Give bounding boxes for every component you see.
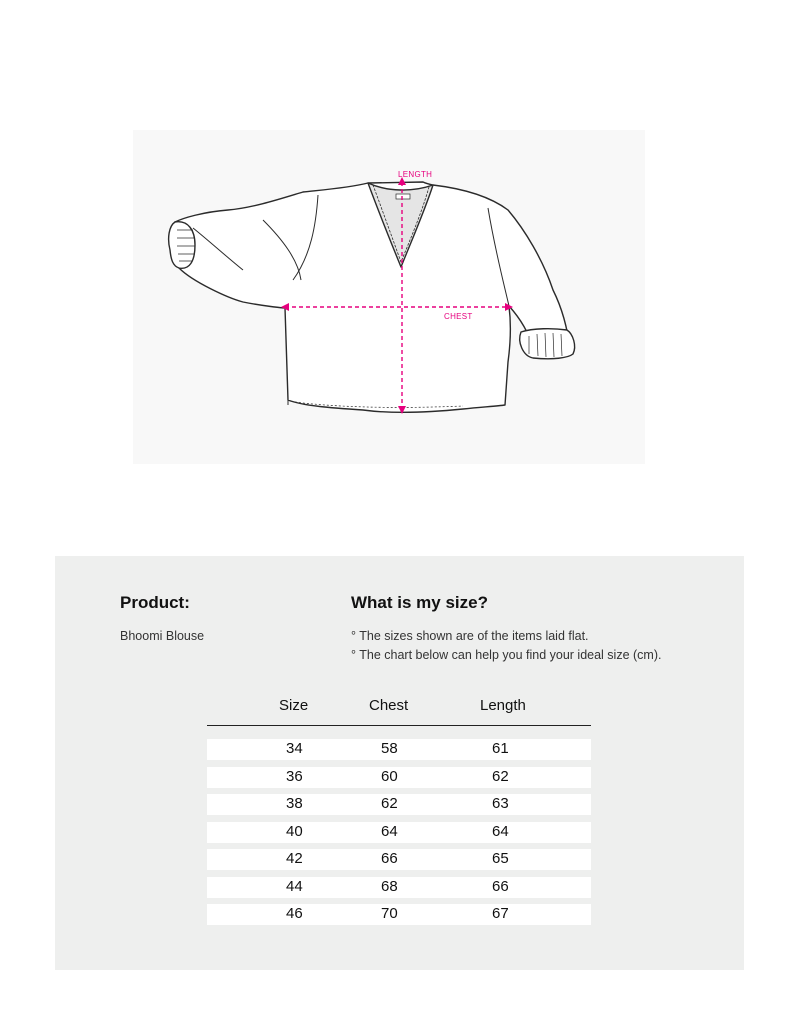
cell-length: 67	[492, 905, 509, 922]
product-heading: Product:	[120, 593, 190, 612]
cell-size: 40	[286, 822, 303, 840]
cell-chest: 62	[381, 795, 398, 812]
table-row	[207, 904, 591, 925]
cell-chest: 64	[381, 822, 398, 840]
size-table-header	[207, 695, 591, 726]
cell-length: 63	[492, 795, 509, 812]
cell-chest: 60	[381, 767, 398, 785]
cell-chest: 58	[381, 740, 398, 757]
size-note-flat: ° The sizes shown are of the items laid flat.	[351, 629, 589, 643]
table-row	[207, 849, 591, 870]
size-table-body	[207, 739, 591, 932]
table-row	[207, 767, 591, 788]
size-note-chart: ° The chart below can help you find your ideal size (cm).	[351, 648, 662, 662]
cell-size: 44	[286, 877, 303, 895]
product-name: Bhoomi Blouse	[120, 629, 205, 643]
chest-label: CHEST	[444, 312, 473, 321]
table-row	[207, 877, 591, 898]
cell-size: 42	[286, 850, 303, 867]
garment-illustration	[133, 130, 645, 464]
cell-size: 38	[286, 795, 303, 812]
column-header-length: Length	[480, 697, 526, 714]
cell-length: 64	[492, 822, 509, 840]
cell-chest: 70	[381, 905, 398, 922]
cell-length: 65	[492, 850, 509, 867]
cell-chest: 68	[381, 877, 398, 895]
table-row	[207, 739, 591, 760]
size-help-heading: What is my size?	[351, 593, 488, 612]
cell-size: 36	[286, 767, 303, 785]
cell-size: 46	[286, 905, 303, 922]
size-guide-panel	[55, 556, 744, 970]
cell-chest: 66	[381, 850, 398, 867]
cell-length: 66	[492, 877, 509, 895]
cell-size: 34	[286, 740, 303, 757]
table-row	[207, 822, 591, 843]
column-header-chest: Chest	[369, 697, 409, 714]
cell-length: 61	[492, 740, 509, 757]
cell-length: 62	[492, 767, 509, 785]
blouse-drawing	[133, 130, 645, 464]
length-label: LENGTH	[398, 170, 433, 179]
table-row	[207, 794, 591, 815]
column-header-size: Size	[279, 697, 309, 714]
